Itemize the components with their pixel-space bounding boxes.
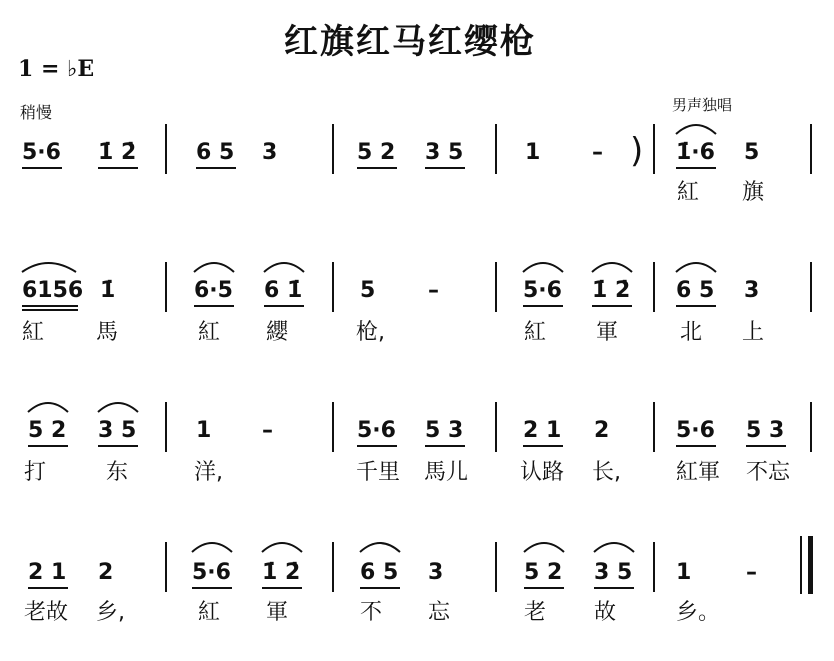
note-group: 3 — [262, 140, 278, 165]
note-group: 2 1 — [523, 418, 562, 443]
note-group: 1̇ 2̇ — [592, 278, 631, 303]
tempo-marking: 稍慢 — [20, 103, 53, 122]
note-group: 1̇ — [100, 278, 116, 303]
note-group: 6·5 — [194, 278, 233, 303]
lyric: 故 — [594, 600, 617, 625]
lyric: 紅 — [198, 600, 221, 625]
closing-parenthesis: ) — [630, 131, 644, 171]
lyric: 軍 — [266, 600, 289, 625]
lyric: 长, — [592, 460, 621, 485]
note-group: 3 5 — [594, 560, 633, 585]
note-group: 5·6 — [523, 278, 562, 303]
lyric: 不忘 — [746, 460, 791, 485]
note-group: – — [592, 140, 603, 165]
note-group: 6 5 — [676, 278, 715, 303]
note-group: 1 — [196, 418, 212, 443]
note-group: 5 3 — [425, 418, 464, 443]
lyric: 认路 — [520, 460, 565, 485]
lyric: 馬儿 — [424, 460, 469, 485]
note-group: – — [746, 560, 757, 585]
note-group: 3 — [744, 278, 760, 303]
lyric: 千里 — [356, 460, 401, 485]
key-signature: 1 = ♭E — [18, 56, 95, 82]
note-group: 5 — [744, 140, 760, 165]
note-group: 3 — [428, 560, 444, 585]
note-group: 5·6 — [192, 560, 231, 585]
lyric: 不 — [360, 600, 383, 625]
lyric: 乡, — [96, 600, 125, 625]
lyric: 枪, — [356, 320, 385, 345]
note-group: 2 — [594, 418, 610, 443]
note-group: 5 2 — [524, 560, 563, 585]
note-group: 5 2 — [357, 140, 396, 165]
note-group: 1̇ 2̇ — [98, 140, 137, 165]
voice-part-label: 男声独唱 — [672, 96, 733, 114]
note-group: 5·6 — [22, 140, 61, 165]
note-group: 1̇ 2̇ — [262, 560, 301, 585]
song-title: 红旗红马红缨枪 — [284, 22, 536, 62]
note-group: – — [262, 418, 273, 443]
lyric: 紅 — [22, 320, 45, 345]
lyric: 軍 — [596, 320, 619, 345]
note-group: 5·6 — [676, 418, 715, 443]
note-group: 5 2 — [28, 418, 67, 443]
lyric: 上 — [742, 320, 765, 345]
note-group: 6 5 — [360, 560, 399, 585]
note-group: 5 3 — [746, 418, 785, 443]
note-group: 5 — [360, 278, 376, 303]
note-group: 1̇·6 — [676, 140, 715, 165]
note-group: 2 — [98, 560, 114, 585]
lyric: 老故 — [24, 600, 69, 625]
lyric: 忘 — [428, 600, 451, 625]
note-group: 6156 — [22, 278, 84, 303]
lyric: 馬 — [96, 320, 119, 345]
lyric: 旗 — [742, 180, 765, 205]
lyric: 紅 — [524, 320, 547, 345]
note-group: 5·6 — [357, 418, 396, 443]
lyric: 北 — [680, 320, 703, 345]
lyric: 紅 — [677, 180, 700, 205]
note-group: 2 1 — [28, 560, 67, 585]
lyric: 纓 — [266, 320, 289, 345]
note-group: 1 — [676, 560, 692, 585]
lyric: 乡。 — [676, 600, 721, 625]
lyric: 紅軍 — [676, 460, 721, 485]
note-group: 6 5 — [196, 140, 235, 165]
lyric: 老 — [524, 600, 547, 625]
note-group: 1 — [525, 140, 541, 165]
lyric: 洋, — [194, 460, 223, 485]
note-group: 3 5 — [98, 418, 137, 443]
lyric: 打 — [24, 460, 47, 485]
lyric: 紅 — [198, 320, 221, 345]
lyric: 东 — [106, 460, 129, 485]
note-group: – — [428, 278, 439, 303]
note-group: 6 1̇ — [264, 278, 303, 303]
note-group: 3 5 — [425, 140, 464, 165]
